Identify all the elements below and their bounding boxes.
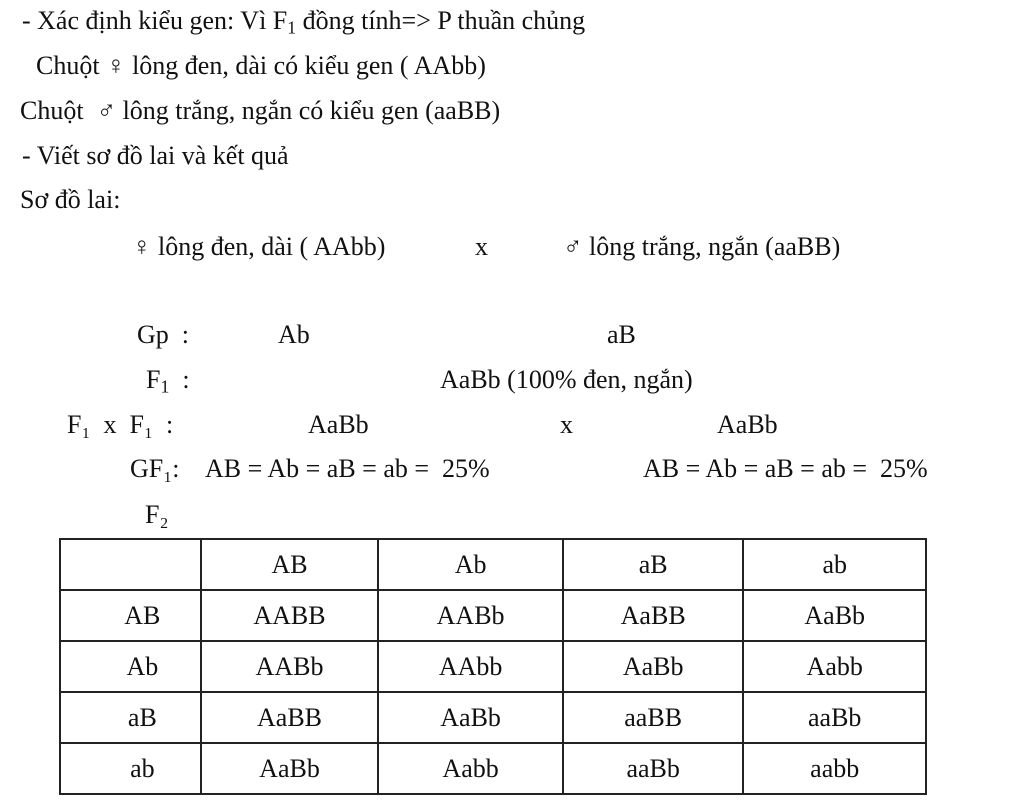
f1-result: AaBb (100% đen, ngắn) (440, 365, 693, 394)
genotype-cell: AaBb (743, 590, 926, 641)
genotype-heading (22, 6, 586, 38)
gf1-gametes-1: AB = Ab = aB = ab = 25% (205, 454, 490, 483)
gp-female-gamete: Ab (278, 320, 310, 349)
genotype-cell: AABB (201, 590, 379, 641)
f1-label-colon: : (169, 365, 190, 394)
row-header: Ab (60, 641, 201, 692)
genotype-heading-subscript: 1 (287, 17, 297, 38)
col-header: Ab (378, 539, 563, 590)
parent-male: ♂ lông trắng, ngắn (aaBB) (563, 232, 841, 261)
f1-parent-1: AaBb (308, 410, 369, 439)
table-row (60, 641, 926, 692)
table-row (60, 590, 926, 641)
gp-label: Gp : (137, 320, 189, 349)
genotype-cell: AaBB (201, 692, 379, 743)
parent-female: ♀ lông đen, dài ( AAbb) (132, 232, 386, 261)
diagram-label: Sơ đồ lai: (20, 185, 121, 214)
gp-male-gamete: aB (607, 320, 636, 349)
corner-cell (60, 539, 201, 590)
f1-label-subscript: 1 (160, 376, 170, 397)
genotype-cell: AAbb (378, 641, 563, 692)
row-header: aB (60, 692, 201, 743)
male-genotype-line: Chuột ♂ lông trắng, ngắn có kiểu gen (aaBB) (20, 96, 501, 125)
f1xf1-cross-symbol: x (560, 410, 573, 439)
parent-cross-symbol: x (475, 232, 488, 261)
genotype-cell: aaBb (563, 743, 744, 794)
genotype-cell: aabb (743, 743, 926, 794)
punnett-square (59, 538, 927, 795)
gf1-label: GF₁: (130, 454, 180, 483)
genotype-cell: Aabb (378, 743, 563, 794)
col-header: aB (563, 539, 744, 590)
genotype-cell: AaBb (378, 692, 563, 743)
genotype-cell: aaBB (563, 692, 744, 743)
genotype-cell: AABb (201, 641, 379, 692)
f1-label (146, 365, 190, 397)
f1-parent-2: AaBb (717, 410, 778, 439)
col-header: AB (201, 539, 379, 590)
row-header: ab (60, 743, 201, 794)
table-row (60, 743, 926, 794)
genotype-cell: AaBb (201, 743, 379, 794)
genotype-cell: AABb (378, 590, 563, 641)
genotype-cell: AaBB (563, 590, 744, 641)
cross-heading: - Viết sơ đồ lai và kết quả (22, 141, 289, 170)
row-header: AB (60, 590, 201, 641)
genotype-cell: Aabb (743, 641, 926, 692)
table-row (60, 692, 926, 743)
genotype-cell: AaBb (563, 641, 744, 692)
col-header: ab (743, 539, 926, 590)
f1-label-base: F (146, 365, 161, 394)
table-header-row (60, 539, 926, 590)
genotype-cell: aaBb (743, 692, 926, 743)
genotype-heading-text: - Xác định kiểu gen: Vì F (22, 6, 288, 35)
f1xf1-label: F₁ x F₁ : (67, 410, 174, 439)
gf1-gametes-2: AB = Ab = aB = ab = 25% (643, 454, 928, 483)
female-genotype-line: Chuột ♀ lông đen, dài có kiểu gen ( AAbb) (36, 51, 486, 80)
genotype-heading-text-end: đồng tính=> P thuần chủng (296, 6, 586, 35)
f2-label: F₂ (145, 500, 169, 529)
